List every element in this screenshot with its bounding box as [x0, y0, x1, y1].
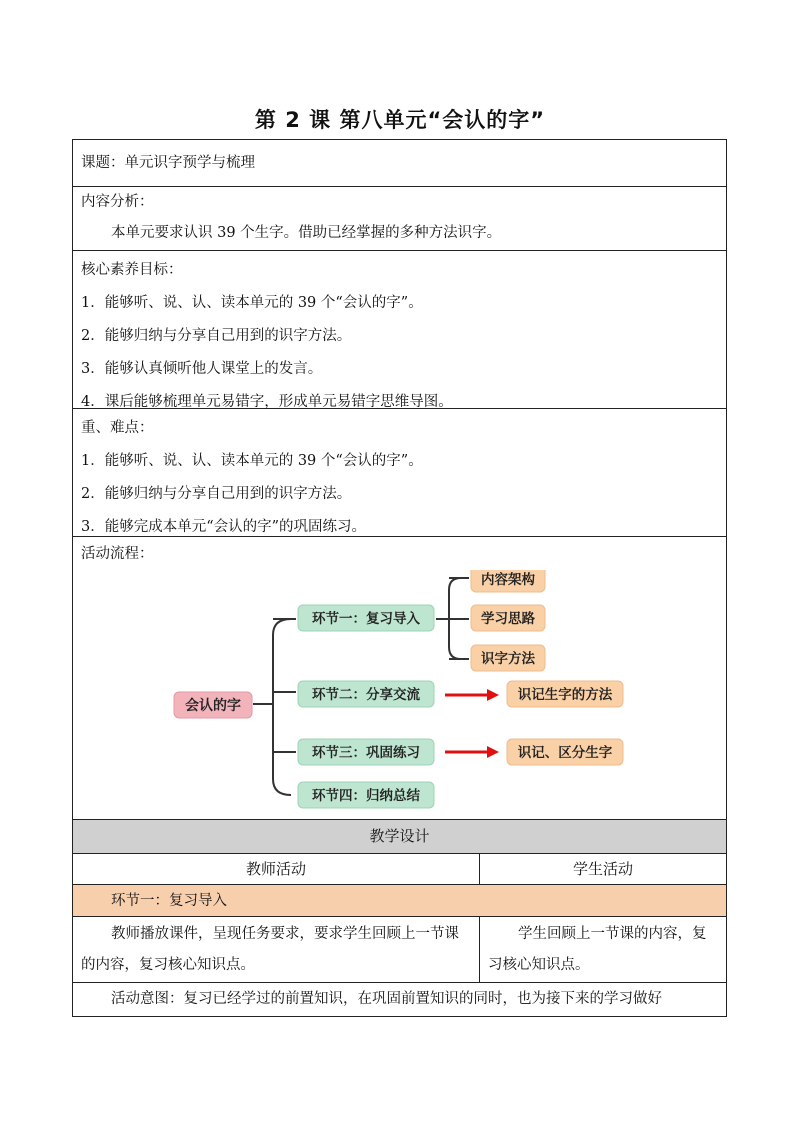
mindmap-root-label: 会认的字	[185, 698, 241, 714]
mindmap-child-node	[471, 645, 545, 671]
key-points-row	[73, 409, 726, 537]
mindmap-child-node	[471, 605, 545, 631]
mindmap-step2-child-label: 识记生字的方法	[517, 687, 613, 703]
content-analysis-row	[73, 187, 726, 251]
mindmap-step3-label: 环节三：巩固练习	[312, 745, 420, 761]
key-point-item: 2．能够归纳与分享自己用到的识字方法。	[81, 486, 352, 502]
mindmap-step4-label: 环节四：归纳总结	[312, 788, 420, 804]
core-goal-item: 4．课后能够梳理单元易错字，形成单元易错字思维导图。	[81, 394, 453, 410]
mindmap-step2-node	[298, 681, 434, 707]
mindmap-child-node	[471, 570, 545, 592]
mindmap-step1-node	[298, 605, 434, 631]
activity-mindmap	[73, 570, 726, 818]
core-goal-item: 1．能够听、说、认、读本单元的 39 个“会认的字”。	[81, 295, 423, 311]
content-analysis-label: 内容分析：	[81, 194, 154, 210]
mindmap-child-label: 识字方法	[481, 651, 535, 667]
teacher-activity-cell	[73, 917, 480, 982]
student-activity-cell	[480, 917, 726, 982]
intent-row	[73, 983, 726, 1016]
student-activity-header: 学生活动	[572, 860, 633, 878]
topic-row	[73, 140, 726, 187]
activity-columns-header	[73, 854, 726, 885]
activity-flow-row	[73, 537, 726, 820]
lesson-plan-table	[72, 139, 727, 1017]
activity-flow-label: 活动流程：	[81, 546, 154, 562]
mindmap-step3-child-node	[507, 739, 623, 765]
core-goal-item: 3．能够认真倾听他人课堂上的发言。	[81, 361, 323, 377]
teacher-activity-text: 教师播放课件，呈现任务要求，要求学生回顾上一节课的内容，复习核心知识点。	[81, 926, 459, 973]
key-point-item: 3．能够完成本单元“会认的字”的巩固练习。	[81, 519, 367, 535]
core-goals-label: 核心素养目标：	[81, 262, 183, 278]
mindmap-step2-child-node	[507, 681, 623, 707]
teaching-design-header: 教学设计	[73, 820, 726, 854]
content-analysis-text: 本单元要求认识 39 个生字。借助已经掌握的多种方法识字。	[111, 225, 502, 241]
topic-text: 课题：单元识字预学与梳理	[81, 155, 255, 171]
section1-header: 环节一：复习导入	[73, 885, 726, 917]
key-point-item: 1．能够听、说、认、读本单元的 39 个“会认的字”。	[81, 453, 423, 469]
mindmap-step2-label: 环节二：分享交流	[312, 687, 420, 703]
page-title: 第 2 课 第八单元“会认的字”	[254, 108, 546, 132]
key-points-label: 重、难点：	[81, 420, 154, 436]
mindmap-step3-child-label: 识记、区分生字	[517, 745, 613, 761]
mindmap-step4-node	[298, 782, 434, 808]
mindmap-child-label: 内容架构	[481, 572, 535, 588]
mindmap-child-label: 学习思路	[481, 611, 535, 627]
mindmap-step1-label: 环节一：复习导入	[312, 611, 420, 627]
activity-intent-text: 活动意图：复习已经学过的前置知识，在巩固前置知识的同时，也为接下来的学习做好	[111, 991, 662, 1007]
mindmap-arrows	[445, 689, 499, 758]
teacher-activity-header: 教师活动	[73, 854, 480, 884]
core-goals-row	[73, 251, 726, 409]
core-goal-item: 2．能够归纳与分享自己用到的识字方法。	[81, 328, 352, 344]
section1-activities	[73, 917, 726, 983]
mindmap-root-node	[174, 692, 252, 718]
mindmap-step3-node	[298, 739, 434, 765]
student-activity-text: 学生回顾上一节课的内容，复习核心知识点。	[488, 926, 707, 973]
